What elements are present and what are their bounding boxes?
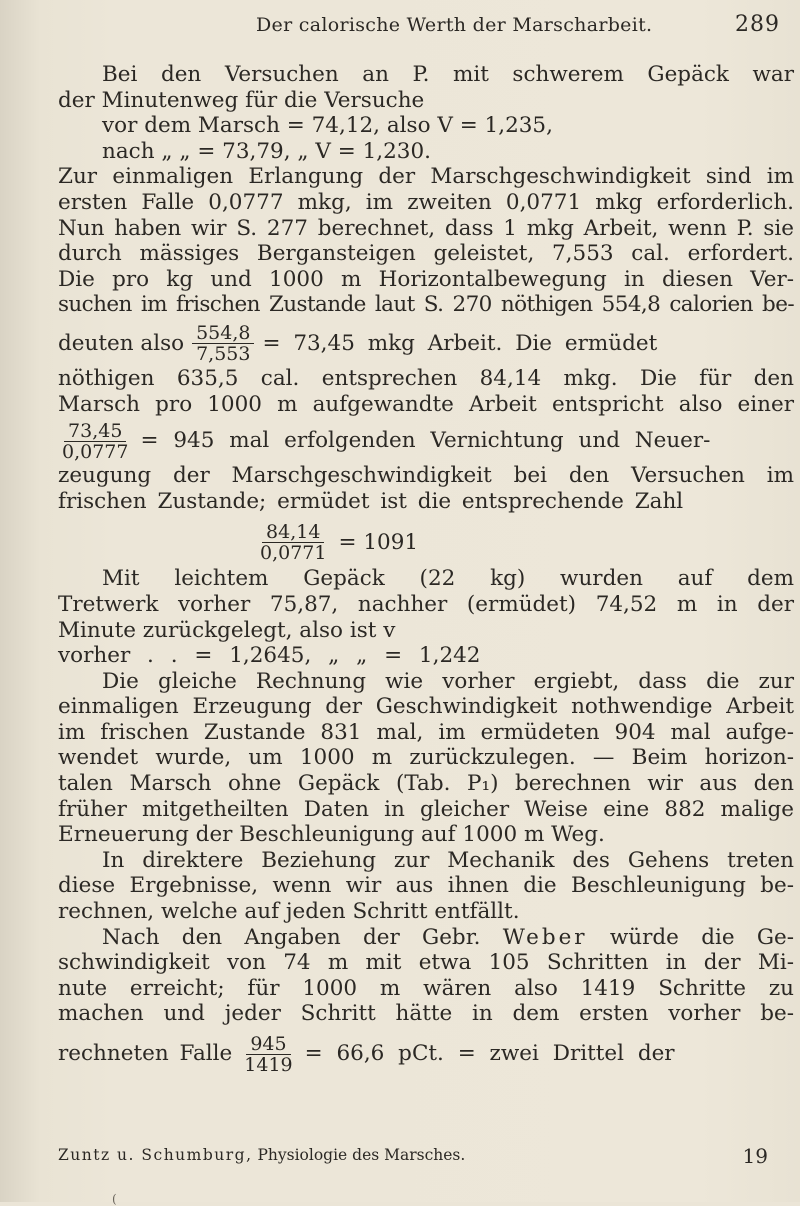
text-line: machen und jeder Schritt hätte in dem ersten vorher be- — [58, 1001, 794, 1027]
formula-suffix: = 945 mal erfolgenden Vernichtung und Neuer- — [140, 428, 711, 454]
author-name: Weber — [502, 924, 588, 950]
formula-line — [58, 518, 794, 566]
text-line: nach „ „ = 73,79, „ V = 1,230. — [102, 138, 431, 164]
text-line: Nun haben wir S. 277 berechnet, dass 1 mkg Arbeit, wenn P. sie — [58, 215, 794, 241]
fraction-numerator: 945 — [246, 1034, 290, 1055]
page-footer — [58, 1146, 778, 1176]
formula-suffix: = 66,6 pCt. = zwei Drittel der — [304, 1041, 675, 1067]
text-line: zeugung der Marschgeschwindigkeit bei den Versuchen im — [58, 463, 794, 489]
fraction — [240, 1034, 296, 1075]
text-line: nute erreicht; für 1000 m wären also 1419 Schritte zu — [58, 975, 794, 1001]
text-line: wendet wurde, um 1000 m zurückzulegen. — Beim horizon- — [58, 745, 794, 771]
fraction-denominator: 7,553 — [196, 343, 251, 366]
fraction-numerator: 554,8 — [192, 323, 254, 344]
formula-line — [58, 1031, 794, 1077]
formula-line — [58, 322, 794, 366]
fraction-denominator: 0,0777 — [62, 440, 129, 463]
text-line: früher mitgetheilten Daten in gleicher Weise eine 882 malige — [58, 796, 794, 822]
page-number: 289 — [735, 12, 780, 37]
formula-prefix: deuten also — [58, 331, 185, 357]
text-line: vorher . . = 1,2645, „ „ = 1,242 — [58, 643, 481, 669]
text-line: rechnen, welche auf jeden Schritt entfällt. — [58, 899, 520, 925]
text-fragment: würde die Ge- — [609, 924, 794, 950]
text-line: In direktere Beziehung zur Mechanik des Gehens treten — [102, 847, 794, 873]
fraction — [256, 522, 330, 563]
fraction-denominator: 0,0771 — [260, 541, 327, 564]
text-fragment: Nach den Angaben der Gebr. — [102, 924, 481, 950]
text-line: suchen im frischen Zustande laut S. 270 nöthigen 554,8 calorien be- — [58, 292, 794, 318]
text-line: einmaligen Erzeugung der Geschwindigkeit nothwendige Arbeit — [58, 694, 794, 720]
footer-authors: Zuntz u. Schumburg, — [58, 1146, 253, 1164]
fraction-numerator: 73,45 — [64, 421, 126, 442]
formula-suffix: = 1091 — [338, 529, 419, 555]
text-line: durch mässiges Bergansteigen geleistet, 7,553 cal. erfordert. — [58, 241, 794, 267]
text-line: im frischen Zustande 831 mal, im ermüdeten 904 mal aufge- — [58, 719, 794, 745]
text-line: Tretwerk vorher 75,87, nachher (ermüdet) 74,52 m in der — [58, 591, 794, 617]
formula-suffix: = 73,45 mkg Arbeit. Die ermüdet — [262, 331, 658, 357]
text-line: Mit leichtem Gepäck (22 kg) wurden auf dem — [102, 566, 794, 592]
fraction-numerator: 84,14 — [262, 522, 324, 543]
text-line: Erneuerung der Beschleunigung auf 1000 m Weg. — [58, 822, 605, 848]
text-line: Zur einmaligen Erlangung der Marschgeschwindigkeit sind im — [58, 164, 794, 190]
text-line: vor dem Marsch = 74,12, also V = 1,235, — [102, 113, 553, 139]
fraction — [58, 421, 132, 462]
running-title: Der calorische Werth der Marscharbeit. — [256, 14, 653, 36]
text-line: Marsch pro 1000 m aufgewandte Arbeit entspricht also einer — [58, 391, 794, 417]
text-line: Die pro kg und 1000 m Horizontalbewegung in diesen Ver- — [58, 266, 794, 292]
text-line: talen Marsch ohne Gepäck (Tab. P₁) berechnen wir aus den — [58, 771, 794, 797]
text-line: nöthigen 635,5 cal. entsprechen 84,14 mkg. Die für den — [58, 365, 794, 391]
text-line: Minute zurückgelegt, also ist v — [58, 617, 396, 643]
fraction — [192, 323, 254, 364]
page-header — [60, 12, 800, 44]
formula-line — [58, 419, 794, 463]
fraction-denominator: 1419 — [244, 1053, 293, 1076]
text-line: der Minutenweg für die Versuche — [58, 87, 425, 113]
text-line: ersten Falle 0,0777 mkg, im zweiten 0,0771 mkg erforderlich. — [58, 189, 794, 215]
formula-prefix: rechneten Falle — [58, 1041, 233, 1067]
text-line: Bei den Versuchen an P. mit schwerem Gepäck war — [102, 62, 794, 87]
footer-book-title: Physiologie des Marsches. — [257, 1146, 466, 1164]
text-line: Die gleiche Rechnung wie vorher ergiebt, dass die zur — [102, 668, 794, 694]
text-line: schwindigkeit von 74 m mit etwa 105 Schritten in der Mi- — [58, 950, 794, 976]
body-text — [58, 62, 794, 1077]
text-line: diese Ergebnisse, wenn wir aus ihnen die Beschleunigung be- — [58, 873, 794, 899]
stray-mark: ( — [112, 1192, 117, 1206]
signature-mark: 19 — [742, 1144, 768, 1168]
text-line: frischen Zustande; ermüdet ist die entsprechende Zahl — [58, 488, 684, 514]
text-line — [58, 925, 794, 951]
